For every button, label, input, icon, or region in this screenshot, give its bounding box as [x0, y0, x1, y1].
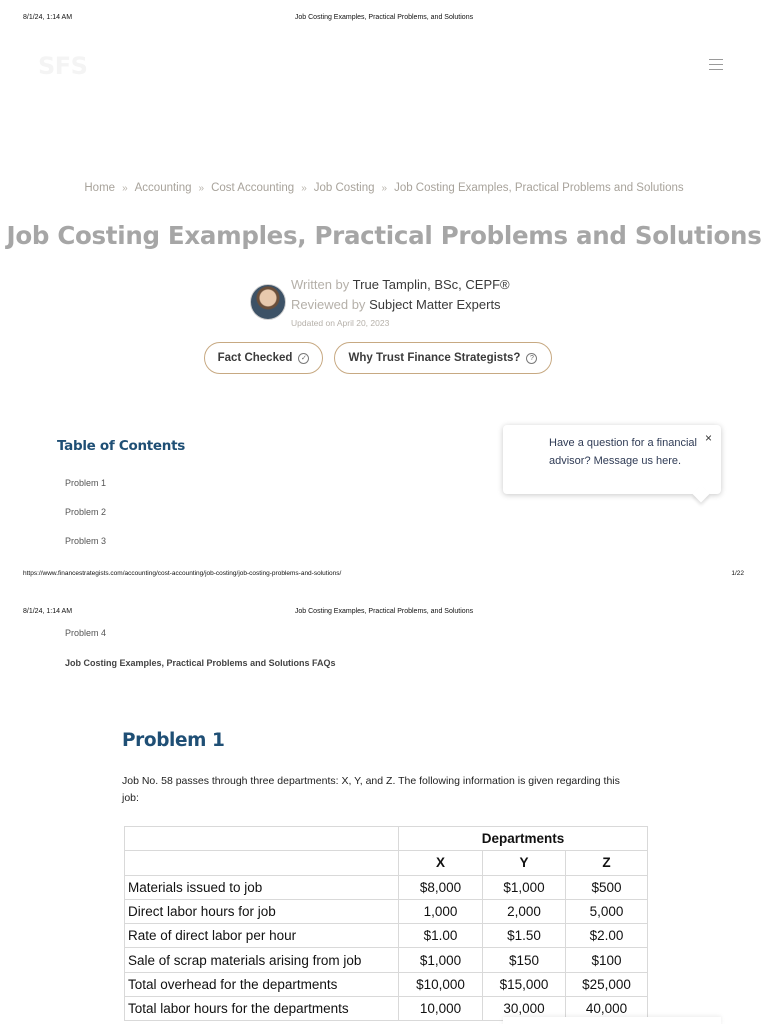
print-header-page-2 — [0, 608, 768, 622]
author-block — [250, 276, 550, 330]
why-trust-button[interactable] — [334, 342, 552, 374]
row-label: Total labor hours for the departments — [125, 997, 399, 1021]
table-cell: $1.50 — [483, 924, 566, 948]
table-cell: 10,000 — [399, 997, 483, 1021]
toc-item-problem-3[interactable]: Problem 3 — [65, 536, 107, 546]
table-cell: $150 — [483, 948, 566, 972]
table-cell: $8,000 — [399, 875, 483, 899]
table-cell: 2,000 — [483, 899, 566, 923]
departments-header: Departments — [399, 827, 648, 851]
print-doc-title: Job Costing Examples, Practical Problems, and Solutions — [294, 14, 474, 21]
table-cell: $100 — [566, 948, 648, 972]
table-row — [125, 948, 648, 972]
print-url: https://www.financestrategists.com/accounting/cost-accounting/job-costing/job-costing-problems-and-solutions/ — [23, 570, 342, 577]
print-page-number: 1/22 — [731, 570, 744, 577]
breadcrumb-separator: » — [381, 183, 388, 194]
toc-item-problem-4[interactable]: Problem 4 — [65, 628, 107, 638]
problem-1-heading: Problem 1 — [122, 730, 225, 751]
breadcrumb-cost-accounting[interactable]: Cost Accounting — [211, 182, 295, 194]
table-cell: 5,000 — [566, 899, 648, 923]
hamburger-menu-icon[interactable] — [709, 59, 723, 71]
problem-1-intro: Job No. 58 passes through three departments: X, Y, and Z. The following information is given regarding this job: — [122, 775, 620, 804]
page-title: Job Costing Examples, Practical Problems and Solutions — [6, 221, 762, 250]
table-row — [125, 827, 648, 851]
table-cell: $10,000 — [399, 972, 483, 996]
table-cell: $1.00 — [399, 924, 483, 948]
problem-1-table — [124, 826, 648, 1021]
reviewed-by-line — [291, 297, 501, 312]
table-cell: $1,000 — [399, 948, 483, 972]
row-label: Materials issued to job — [125, 875, 399, 899]
question-circle-icon: ? — [526, 353, 537, 364]
reviewed-by-prefix: Reviewed by — [291, 297, 366, 312]
breadcrumb-separator: » — [122, 183, 128, 194]
print-header — [0, 14, 768, 28]
print-datetime: 8/1/24, 1:14 AM — [23, 608, 73, 615]
toc-item-problem-1[interactable]: Problem 1 — [65, 478, 107, 488]
print-doc-title: Job Costing Examples, Practical Problems, and Solutions — [294, 608, 474, 615]
reviewer-name[interactable]: Subject Matter Experts — [369, 297, 501, 312]
site-logo[interactable]: SFS — [38, 52, 88, 80]
toc-item-faqs[interactable]: Job Costing Examples, Practical Problems and Solutions FAQs — [65, 658, 336, 668]
table-cell: $2.00 — [566, 924, 648, 948]
column-header-x: X — [399, 851, 483, 875]
column-header-y: Y — [483, 851, 566, 875]
table-row — [125, 972, 648, 996]
table-cell — [125, 827, 399, 851]
written-by-prefix: Written by — [291, 277, 350, 292]
author-avatar[interactable] — [250, 284, 286, 320]
table-cell: $15,000 — [483, 972, 566, 996]
breadcrumb-separator: » — [301, 183, 307, 194]
row-label: Direct labor hours for job — [125, 899, 399, 923]
breadcrumb-home[interactable]: Home — [84, 182, 116, 194]
table-cell: 40,000 — [566, 997, 648, 1021]
table-row — [125, 851, 648, 875]
chat-popup-tail — [693, 486, 710, 503]
print-datetime: 8/1/24, 1:14 AM — [23, 14, 73, 21]
table-row — [125, 899, 648, 923]
table-cell: $1,000 — [483, 875, 566, 899]
table-row — [125, 875, 648, 899]
toc-title: Table of Contents — [57, 438, 185, 454]
table-cell: $25,000 — [566, 972, 648, 996]
table-cell: 30,000 — [483, 997, 566, 1021]
table-cell: $500 — [566, 875, 648, 899]
table-cell: 1,000 — [399, 899, 483, 923]
chat-message[interactable]: Have a question for a financial advisor? Message us here. — [549, 437, 697, 467]
breadcrumb-job-costing[interactable]: Job Costing — [313, 182, 375, 194]
row-label: Total overhead for the departments — [125, 972, 399, 996]
breadcrumb-accounting[interactable]: Accounting — [134, 182, 192, 194]
author-name[interactable]: True Tamplin, BSc, CEPF® — [352, 277, 510, 292]
breadcrumb-current-page[interactable]: Job Costing Examples, Practical Problems and Solutions — [394, 182, 684, 194]
table-row — [125, 924, 648, 948]
column-header-z: Z — [566, 851, 648, 875]
row-label: Rate of direct labor per hour — [125, 924, 399, 948]
check-circle-icon: ✓ — [298, 353, 309, 364]
chat-popup[interactable] — [503, 425, 721, 494]
why-trust-label: Why Trust Finance Strategists? — [348, 352, 521, 364]
table-cell — [125, 851, 399, 875]
written-by-line — [291, 277, 510, 292]
breadcrumb — [0, 182, 768, 194]
row-label: Sale of scrap materials arising from job — [125, 948, 399, 972]
breadcrumb-separator: » — [198, 183, 205, 194]
close-icon[interactable]: × — [704, 431, 712, 445]
chat-widget-edge — [503, 1017, 721, 1024]
fact-checked-label: Fact Checked — [217, 352, 293, 364]
toc-item-problem-2[interactable]: Problem 2 — [65, 507, 107, 517]
updated-date: Updated on April 20, 2023 — [291, 318, 390, 328]
fact-checked-button[interactable] — [204, 342, 323, 374]
